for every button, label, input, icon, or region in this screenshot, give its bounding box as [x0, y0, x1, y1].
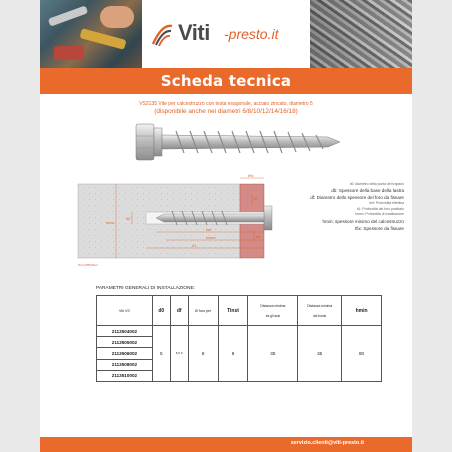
header-d0: d0: [152, 296, 170, 326]
value-d0: 5: [152, 326, 170, 382]
value-hmin: 80: [342, 326, 382, 382]
product-code: 2113505002: [97, 337, 153, 348]
product-description: VS2135 Vite per calcestruzzo con testa esagonale, acciaio zincato, diametro 5: [139, 101, 313, 107]
header-dist-bordo: [298, 296, 342, 326]
table-row: [97, 326, 382, 337]
value-df: 5,6 X: [170, 326, 188, 382]
product-code: 2113508002: [97, 359, 153, 370]
header-tinst: Tinst: [218, 296, 248, 326]
product-code: 2113506002: [97, 348, 153, 359]
brand-logo: [150, 18, 302, 54]
product-code: 2113510002: [97, 370, 153, 381]
technical-sheet: [40, 0, 412, 452]
logo-name: Viti: [178, 20, 210, 45]
header-hmin: hmin: [342, 296, 382, 326]
installation-diagram: [76, 174, 276, 278]
legend-hef: hef: Profondità effettiva: [369, 201, 404, 206]
legend-d0: d0: diametro della punta del trapano: [349, 182, 404, 186]
header: [40, 0, 412, 68]
logo-mark-icon: [150, 22, 174, 48]
legend-hnom: hnom: Profondità di installazione: [354, 212, 404, 217]
diagram-label-hmin: hmin: [106, 221, 115, 225]
diagram-label-hnom: hnom: [206, 236, 216, 240]
footer-email-link[interactable]: servizio.clienti@viti-presto.it: [290, 440, 364, 446]
logo-suffix: -presto.it: [224, 26, 279, 42]
diagram-label-db: db: [256, 235, 261, 239]
product-code: 2113504002: [97, 326, 153, 337]
diagram-label-hef: hef: [206, 228, 212, 232]
header-spessore: Ø foro per: [188, 296, 218, 326]
legend-db: db: Spessore della base della lastra: [331, 188, 404, 194]
screw-illustration: [128, 118, 344, 166]
availability-note: (disponibile anche nei diametri 6/8/10/12/14/16/18): [154, 108, 298, 115]
header-dist-min: [248, 296, 298, 326]
page-title: Scheda tecnica: [160, 72, 292, 90]
value-tinst: 8: [218, 326, 248, 382]
header-dist-bordo-label: Distanza minima: [307, 303, 333, 308]
diagram-label-df: df: [254, 197, 258, 201]
legend-tfix: tfix: Spessore da fissare: [354, 225, 404, 231]
header-code: Viti VS: [97, 296, 153, 326]
legend-h1: h1: Profondità del foro praticato: [356, 206, 404, 211]
legend-hmin: hmin: spessore minimo del calcestruzzo: [322, 218, 404, 224]
diagram-label-h1: h1: [192, 244, 197, 248]
params-header-row: [97, 296, 382, 326]
header-dist-bordo-sub: dal bordo: [313, 313, 327, 318]
value-dist-bordo: 35: [298, 326, 342, 382]
header-dist-min-sub: tra gli assi: [265, 313, 281, 318]
value-spessore: 8: [188, 326, 218, 382]
header-dist-min-label: Distanza minima: [260, 303, 286, 308]
diagram-label-d0: d0: [126, 217, 131, 221]
value-dist-min: 35: [248, 326, 298, 382]
diagram-legend: [252, 182, 404, 232]
diagram-corner-note: Hmin/Effettivo: [78, 263, 99, 267]
diagram-label-tfix: tfix: [248, 174, 254, 178]
legend-df: df: Diametro dello spessore del foro da fissare: [310, 195, 404, 201]
screws-photo: [310, 0, 412, 68]
tools-photo: [40, 0, 142, 68]
params-table: [96, 295, 382, 382]
title-band: [40, 68, 412, 94]
params-title: PARAMETRI GENERALI DI INSTALLAZIONE:: [96, 286, 195, 291]
header-df: df: [170, 296, 188, 326]
footer-band: [40, 437, 412, 452]
